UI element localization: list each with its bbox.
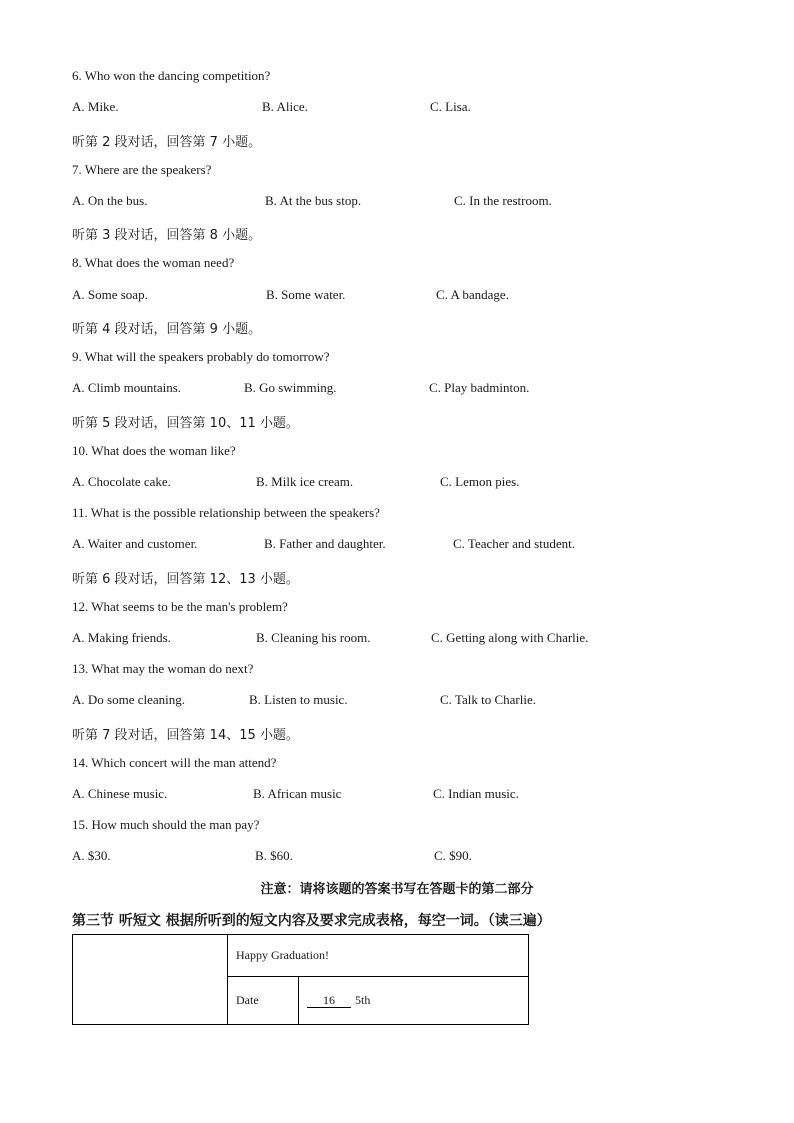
- answer-option[interactable]: B. Alice.: [262, 99, 308, 114]
- answer-option[interactable]: C. Lisa.: [430, 99, 471, 114]
- answer-option[interactable]: A. Mike.: [72, 99, 119, 114]
- answer-option[interactable]: B. Go swimming.: [244, 380, 337, 395]
- section-instruction: 听第 4 段对话，回答第 9 小题。: [72, 322, 262, 337]
- question-text: 10. What does the woman like?: [72, 443, 236, 458]
- answer-option[interactable]: B. Some water.: [266, 287, 346, 302]
- answer-option[interactable]: B. $60.: [255, 848, 293, 863]
- question-text: 13. What may the woman do next?: [72, 661, 254, 676]
- answer-option[interactable]: C. In the restroom.: [454, 193, 552, 208]
- section-instruction: 听第 7 段对话，回答第 14、15 小题。: [72, 728, 299, 743]
- answer-option[interactable]: C. Lemon pies.: [440, 474, 520, 489]
- question-text: 15. How much should the man pay?: [72, 817, 260, 832]
- section3-title: 第三节 听短文 根据所听到的短文内容及要求完成表格，每空一词。（读三遍）: [72, 913, 551, 929]
- answer-option[interactable]: B. At the bus stop.: [265, 193, 362, 208]
- answer-option[interactable]: B. African music: [253, 786, 342, 801]
- table-title-cell: Happy Graduation!: [228, 935, 529, 977]
- question-text: 14. Which concert will the man attend?: [72, 755, 277, 770]
- answer-option[interactable]: C. Indian music.: [433, 786, 519, 801]
- answer-option[interactable]: C. Play badminton.: [429, 380, 530, 395]
- date-suffix: 5th: [355, 993, 371, 1007]
- info-table: [72, 934, 529, 1025]
- answer-option[interactable]: C. $90.: [434, 848, 472, 863]
- answer-option[interactable]: A. Chinese music.: [72, 786, 168, 801]
- answer-option[interactable]: B. Listen to music.: [249, 692, 348, 707]
- section-instruction: 听第 3 段对话，回答第 8 小题。: [72, 228, 262, 243]
- section-instruction: 听第 6 段对话，回答第 12、13 小题。: [72, 572, 299, 587]
- question-text: 9. What will the speakers probably do tomorrow?: [72, 349, 330, 364]
- answer-option[interactable]: B. Cleaning his room.: [256, 630, 371, 645]
- table-empty-cell: [73, 935, 228, 1025]
- section-instruction: 听第 5 段对话，回答第 10、11 小题。: [72, 416, 299, 431]
- answer-option[interactable]: C. Getting along with Charlie.: [431, 630, 589, 645]
- question-text: 7. Where are the speakers?: [72, 162, 212, 177]
- answer-option[interactable]: A. $30.: [72, 848, 111, 863]
- answer-option[interactable]: A. Climb mountains.: [72, 380, 182, 395]
- answer-option[interactable]: A. Some soap.: [72, 287, 148, 302]
- section-instruction: 听第 2 段对话，回答第 7 小题。: [72, 135, 262, 150]
- question-text: 12. What seems to be the man's problem?: [72, 599, 288, 614]
- notice-text: 注意：请将该题的答案书写在答题卡的第二部分: [260, 882, 534, 897]
- answer-option[interactable]: C. Teacher and student.: [453, 536, 575, 551]
- table-date-value: [299, 977, 529, 1025]
- answer-option[interactable]: C. A bandage.: [436, 287, 509, 302]
- answer-option[interactable]: B. Father and daughter.: [264, 536, 386, 551]
- question-text: 8. What does the woman need?: [72, 255, 235, 270]
- answer-option[interactable]: A. Waiter and customer.: [72, 536, 198, 551]
- answer-option[interactable]: C. Talk to Charlie.: [440, 692, 536, 707]
- date-blank[interactable]: 16: [307, 993, 351, 1008]
- answer-option[interactable]: A. Chocolate cake.: [72, 474, 171, 489]
- answer-option[interactable]: A. On the bus.: [72, 193, 148, 208]
- question-text: 6. Who won the dancing competition?: [72, 68, 271, 83]
- answer-option[interactable]: A. Do some cleaning.: [72, 692, 186, 707]
- answer-option[interactable]: B. Milk ice cream.: [256, 474, 354, 489]
- answer-option[interactable]: A. Making friends.: [72, 630, 171, 645]
- question-text: 11. What is the possible relationship between the speakers?: [72, 505, 380, 520]
- table-date-label: Date: [228, 977, 299, 1025]
